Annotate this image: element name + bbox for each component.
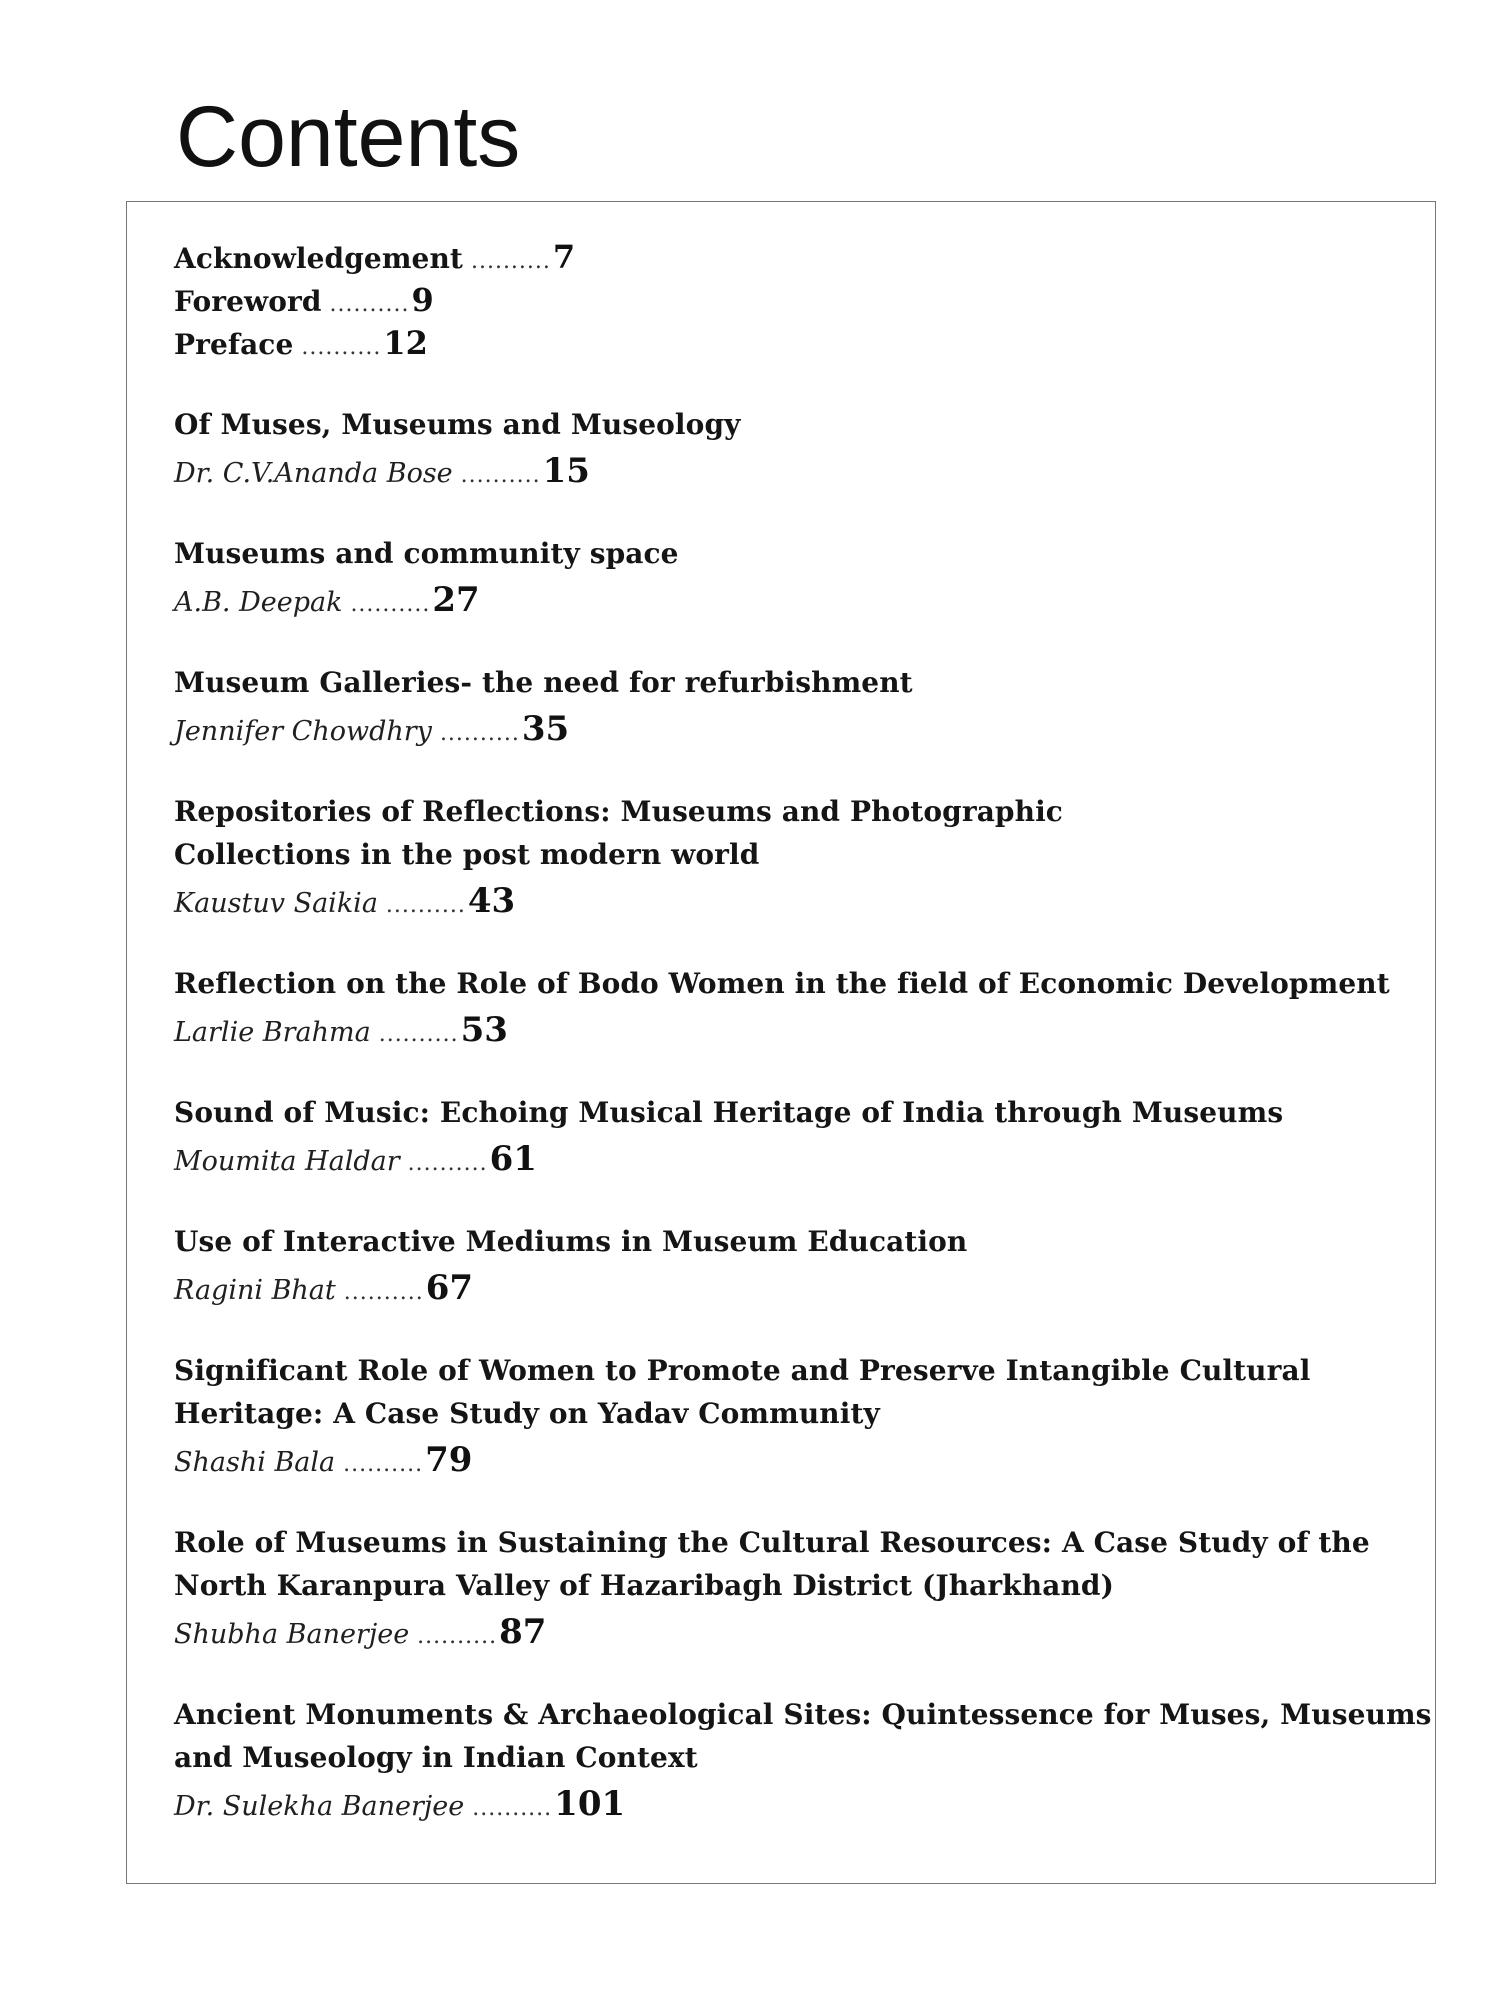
page-number: 27: [432, 580, 480, 620]
article-title-continued: Collections in the post modern world: [174, 838, 760, 871]
page-number: 101: [554, 1784, 626, 1824]
article-title-continued: and Museology in Indian Context: [174, 1741, 698, 1774]
dot-leader: ..........: [343, 1452, 424, 1477]
dot-leader: ..........: [470, 249, 551, 274]
toc-article-entry[interactable]: [174, 1526, 1414, 1655]
article-title: Sound of Music: Echoing Musical Heritage of India through Museums: [174, 1096, 1284, 1129]
article-author: Kaustuv Saikia: [174, 888, 378, 919]
article-author: Shashi Bala: [174, 1447, 336, 1478]
dot-leader: ..........: [460, 463, 541, 488]
toc-article-entry[interactable]: [174, 408, 1414, 494]
page-number: 7: [552, 238, 576, 276]
dot-leader: ..........: [417, 1624, 498, 1649]
dot-leader: ..........: [439, 721, 520, 746]
article-author-line: [174, 1139, 1414, 1182]
article-title: Significant Role of Women to Promote and Preserve Intangible Cultural: [174, 1354, 1311, 1387]
toc-entry-title: Preface: [174, 328, 294, 361]
toc-entry-title: Acknowledgement: [174, 242, 463, 275]
toc-entry-title: Foreword: [174, 285, 322, 318]
toc-article-entry[interactable]: [174, 795, 1414, 924]
page-number: 15: [542, 451, 590, 491]
page-number: 9: [411, 281, 434, 319]
front-matter-list: [174, 238, 1414, 367]
article-author-line: [174, 1612, 1414, 1655]
article-author-line: [174, 580, 1414, 623]
article-author: A.B. Deepak: [174, 587, 343, 618]
dot-leader: ..........: [385, 893, 466, 918]
page-number: 12: [383, 324, 429, 362]
page-number: 61: [489, 1139, 537, 1179]
article-author: Jennifer Chowdhry: [174, 716, 432, 747]
page-number: 87: [499, 1612, 547, 1652]
article-author: Ragini Bhat: [174, 1275, 336, 1306]
article-title: Of Muses, Museums and Museology: [174, 408, 741, 441]
toc-article-entry[interactable]: [174, 537, 1414, 623]
article-title: Museum Galleries- the need for refurbishment: [174, 666, 913, 699]
toc-article-entry[interactable]: [174, 1698, 1432, 1827]
toc-entry-preface[interactable]: [174, 324, 1414, 367]
toc-entry-foreword[interactable]: [174, 281, 1414, 324]
article-author: Moumita Haldar: [174, 1146, 400, 1177]
table-of-contents: [174, 238, 1432, 1827]
article-author-line: [174, 709, 1414, 752]
article-title: Use of Interactive Mediums in Museum Education: [174, 1225, 968, 1258]
article-author: Larlie Brahma: [174, 1017, 371, 1048]
toc-article-entry[interactable]: [174, 1354, 1414, 1483]
article-title: Role of Museums in Sustaining the Cultural Resources: A Case Study of the: [174, 1526, 1370, 1559]
article-author-line: [174, 1440, 1414, 1483]
article-author: Dr. C.V.Ananda Bose: [174, 458, 453, 489]
article-author-line: [174, 1268, 1414, 1311]
toc-article-entry[interactable]: [174, 967, 1414, 1053]
article-author-line: [174, 451, 1414, 494]
contents-box: [126, 201, 1436, 1884]
article-title: Reflection on the Role of Bodo Women in the field of Economic Development: [174, 967, 1390, 1000]
page-number: 53: [460, 1010, 508, 1050]
dot-leader: ..........: [472, 1796, 553, 1821]
article-title-continued: North Karanpura Valley of Hazaribagh District (Jharkhand): [174, 1569, 1114, 1602]
article-title: Museums and community space: [174, 537, 679, 570]
page-number: 43: [467, 881, 516, 921]
dot-leader: ..........: [329, 292, 410, 317]
page-number: 67: [425, 1268, 474, 1308]
page-number: 79: [425, 1440, 473, 1480]
toc-article-entry[interactable]: [174, 666, 1414, 752]
article-author: Shubha Banerjee: [174, 1619, 410, 1650]
page-number: 35: [521, 709, 570, 749]
dot-leader: ..........: [378, 1022, 459, 1047]
article-author: Dr. Sulekha Banerjee: [174, 1791, 465, 1822]
article-author-line: [174, 1784, 1414, 1827]
dot-leader: ..........: [350, 592, 431, 617]
article-author-line: [174, 1010, 1414, 1053]
toc-article-entry[interactable]: [174, 1225, 1414, 1311]
dot-leader: ..........: [407, 1151, 488, 1176]
page-title: Contents: [176, 89, 521, 185]
article-title: Ancient Monuments & Archaeological Sites: Quintessence for Muses, Museums: [174, 1698, 1432, 1731]
dot-leader: ..........: [301, 335, 382, 360]
toc-article-entry[interactable]: [174, 1096, 1414, 1182]
dot-leader: ..........: [343, 1280, 424, 1305]
article-title-continued: Heritage: A Case Study on Yadav Community: [174, 1397, 880, 1430]
toc-entry-acknowledgement[interactable]: [174, 238, 1414, 281]
article-author-line: [174, 881, 1414, 924]
article-title: Repositories of Reflections: Museums and Photographic: [174, 795, 1063, 828]
